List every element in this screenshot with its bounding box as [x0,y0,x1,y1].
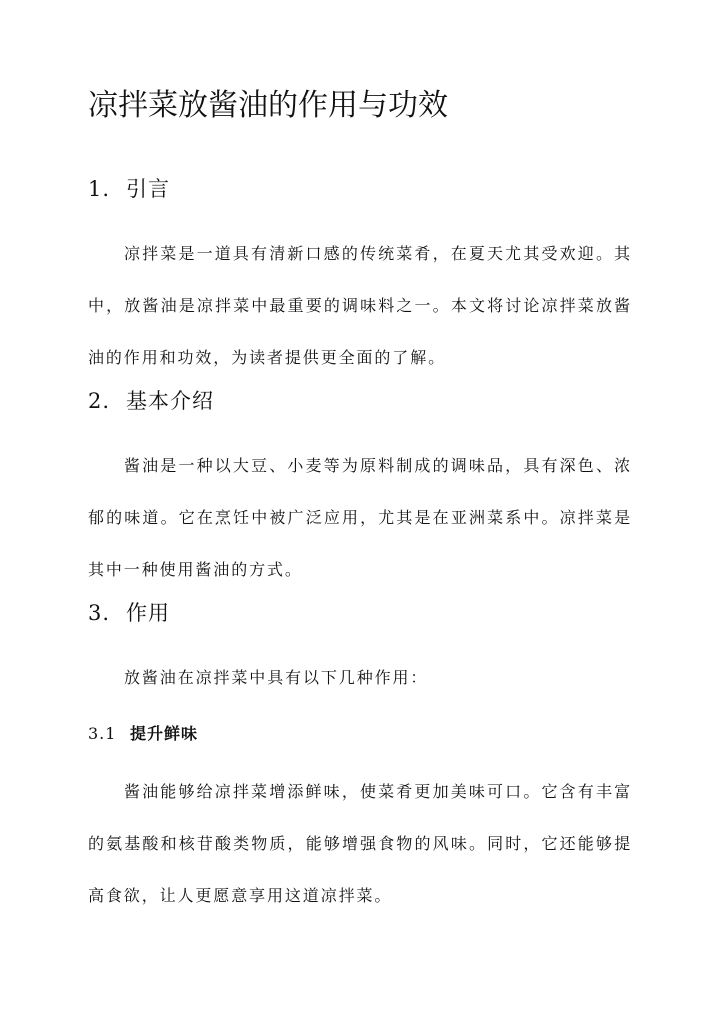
document-title: 凉拌菜放酱油的作用与功效 [88,88,448,123]
section-title: 引言 [126,177,170,201]
subsection-title: 提升鲜味 [130,724,199,743]
section-number: 3. [88,601,111,625]
section-heading-intro [88,174,170,204]
subsection-paragraph: 酱油能够给凉拌菜增添鲜味，使菜肴更加美味可口。它含有丰富的氨基酸和核苷酸类物质，能够增强食物的风味。同时，它还能够提高食欲，让人更愿意享用这道凉拌菜。 [88,782,632,905]
section-paragraph-intro: 凉拌菜是一道具有清新口感的传统菜肴，在夏天尤其受欢迎。其中，放酱油是凉拌菜中最重要的调味料之一。本文将讨论凉拌菜放酱油的作用和功效，为读者提供更全面的了解。 [88,244,632,367]
section-number: 1. [88,177,111,201]
subsection-number: 3.1 [88,724,117,743]
section-paragraph-function: 放酱油在凉拌菜中具有以下几种作用： [124,668,429,687]
section-heading-function [88,598,170,628]
subsection-heading [88,722,198,746]
section-title: 作用 [126,601,170,625]
section-paragraph-basic: 酱油是一种以大豆、小麦等为原料制成的调味品，具有深色、浓郁的味道。它在烹饪中被广泛应用，尤其是在亚洲菜系中。凉拌菜是其中一种使用酱油的方式。 [88,456,632,579]
section-title: 基本介绍 [126,389,214,413]
section-number: 2. [88,389,111,413]
section-heading-basic [88,386,214,416]
